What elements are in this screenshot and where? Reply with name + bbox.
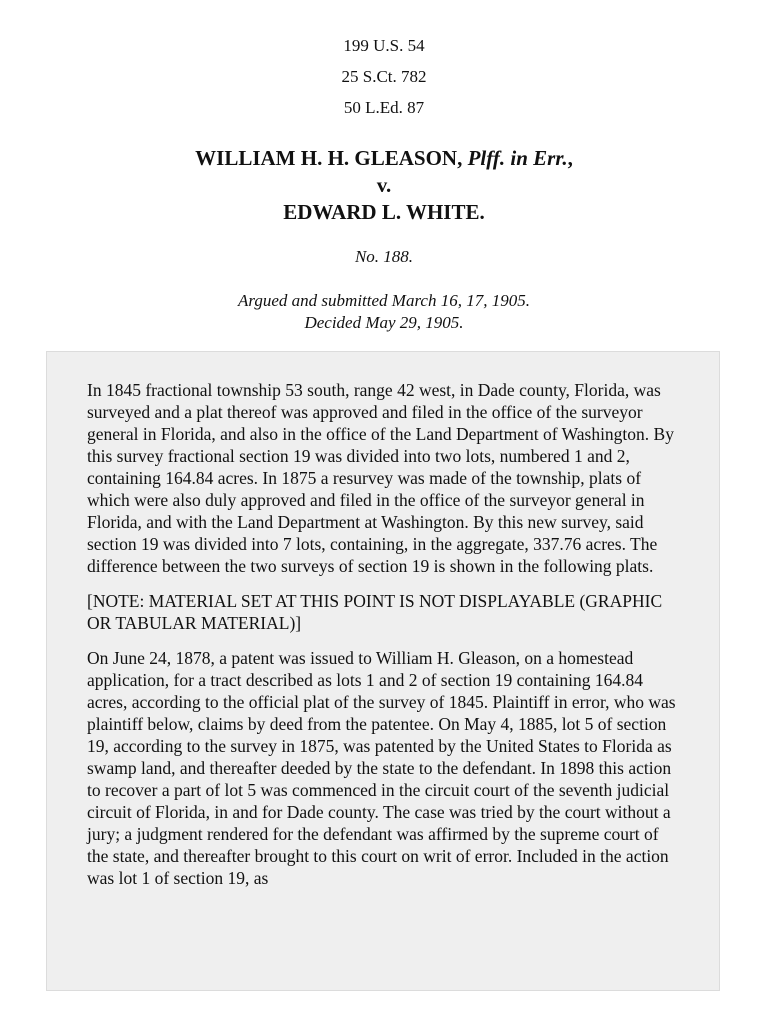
argued-date: Argued and submitted March 16, 17, 1905. xyxy=(238,291,530,310)
citation-supreme-court-reporter: 25 S.Ct. 782 xyxy=(341,67,427,86)
decided-date: Decided May 29, 1905. xyxy=(304,313,464,332)
docket-number: No. 188. xyxy=(354,247,414,266)
syllabus-note: [NOTE: MATERIAL SET AT THIS POINT IS NOT DISPLAYABLE (GRAPHIC OR TABULAR MATERIAL)] xyxy=(87,591,663,633)
syllabus-text xyxy=(47,352,719,889)
syllabus-paragraph: On June 24, 1878, a patent was issued to William H. Gleason, on a homestead application, for a tract described as lots 1 and 2 of section 19 containing 164.84 acres, according to the official plat of the survey of 1845. Plaintiff in error, who was plaintiff below, claims by deed from the patentee. On May 4, 1885, lot 5 of section 19, according to the survey in 1875, was patented by the United States to Florida as swamp land, and thereafter deeded by the state to the defendant. In 1898 this action to recover a part of lot 5 was commenced in the circuit court of the seventh judicial circuit of Florida, in and for Dade county. The case was tried by the court without a jury; a judgment rendered for the defendant was affirmed by the supreme court of the state, and thereafter brought to this court on writ of error. Included in the action was lot 1 of section 19, as xyxy=(87,648,676,888)
plaintiff-designation: Plff. in Err. xyxy=(467,146,568,170)
plaintiff-suffix: , xyxy=(567,146,573,170)
versus: v. xyxy=(376,173,392,197)
plaintiff-line xyxy=(0,145,768,172)
citations xyxy=(0,34,768,127)
case-caption xyxy=(0,145,768,226)
defendant-name: EDWARD L. WHITE. xyxy=(283,200,485,224)
syllabus-box xyxy=(46,351,720,991)
plaintiff-name: WILLIAM H. H. GLEASON, xyxy=(195,146,463,170)
syllabus-paragraph: In 1845 fractional township 53 south, range 42 west, in Dade county, Florida, was surveyed and a plat thereof was approved and filed in the office of the surveyor general in Florida, and also in the office of the Land Department of Washington. By this survey fractional section 19 was divided into two lots, numbered 1 and 2, containing 164.84 acres. In 1875 a resurvey was made of the township, plats of which were also duly approved and filed in the office of the surveyor general in Florida, and with the Land Department at Washington. By this new survey, said section 19 was divided into 7 lots, containing, in the aggregate, 337.76 acres. The difference between the two surveys of section 19 is shown in the following plats. xyxy=(87,380,674,576)
citation-lawyers-edition: 50 L.Ed. 87 xyxy=(343,98,425,117)
citation-us-reports: 199 U.S. 54 xyxy=(343,36,425,55)
case-dates xyxy=(0,290,768,334)
